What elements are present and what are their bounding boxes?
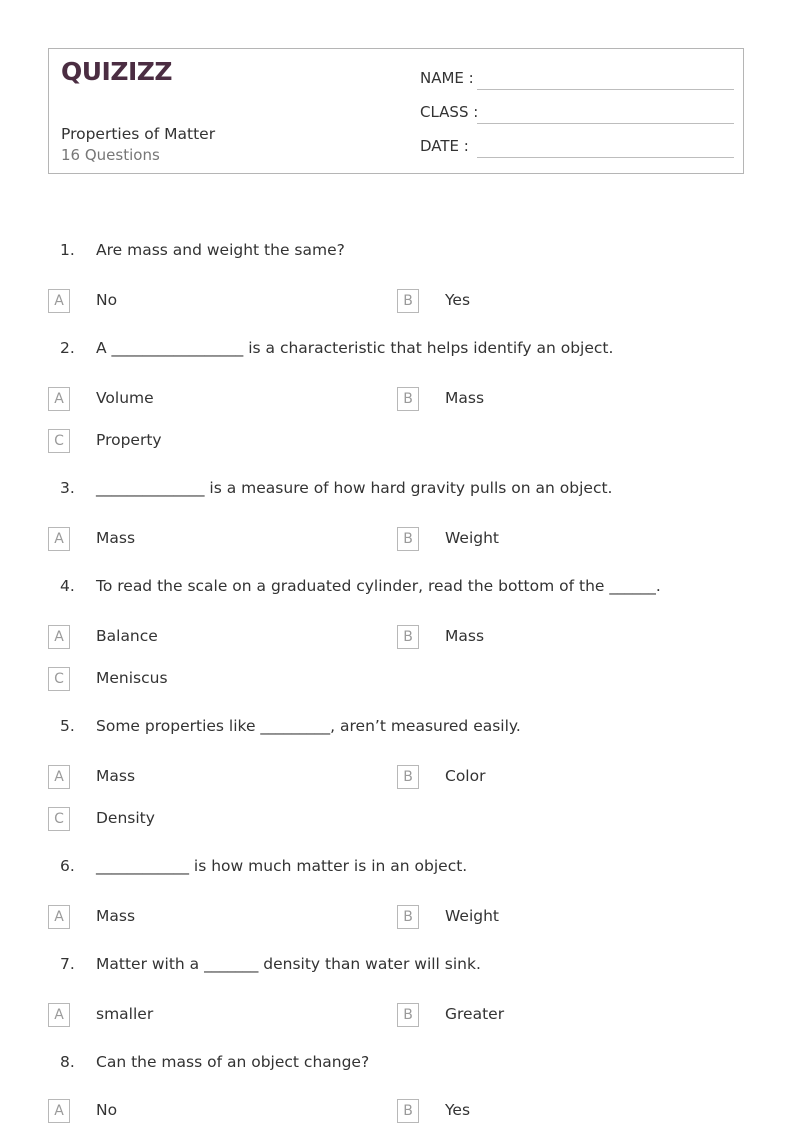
date-field[interactable]: [420, 135, 734, 159]
option-letter-box[interactable]: A: [48, 1003, 70, 1027]
option-letter-box[interactable]: B: [397, 765, 419, 789]
option-letter-box[interactable]: B: [397, 1003, 419, 1027]
quizizz-logo: QUIZIZZ: [61, 57, 173, 86]
option-letter-box[interactable]: A: [48, 387, 70, 411]
option-text: Balance: [96, 627, 158, 645]
option-letter-box[interactable]: C: [48, 667, 70, 691]
option-text: No: [96, 291, 118, 309]
question-number: 6.: [60, 857, 75, 875]
option-text: Yes: [445, 291, 471, 309]
option-letter-box[interactable]: A: [48, 289, 70, 313]
option-letter-box[interactable]: B: [397, 387, 419, 411]
question-number: 1.: [60, 241, 75, 259]
option-text: Meniscus: [96, 669, 168, 687]
option-text: Greater: [445, 1005, 505, 1023]
option-letter-box[interactable]: B: [397, 1099, 419, 1123]
option-8a[interactable]: [48, 1099, 348, 1123]
option-text: Color: [445, 767, 486, 785]
question-number: 7.: [60, 955, 75, 973]
name-line[interactable]: [477, 89, 734, 90]
option-text: Mass: [445, 389, 485, 407]
question-1: [0, 241, 794, 265]
option-letter-box[interactable]: B: [397, 625, 419, 649]
question-text: Can the mass of an object change?: [96, 1053, 370, 1071]
option-letter-box[interactable]: B: [397, 289, 419, 313]
option-text: Mass: [96, 907, 136, 925]
name-label: NAME :: [420, 69, 474, 87]
option-text: Yes: [445, 1101, 471, 1119]
question-text: ____________ is how much matter is in an object.: [96, 857, 468, 875]
class-label: CLASS :: [420, 103, 479, 121]
option-text: Mass: [96, 529, 136, 547]
question-text: Some properties like _________, aren’t measured easily.: [96, 717, 521, 735]
option-7b[interactable]: [397, 1003, 697, 1027]
question-6: [0, 857, 794, 881]
question-text: To read the scale on a graduated cylinder, read the bottom of the ______.: [96, 577, 661, 595]
name-field[interactable]: [420, 67, 734, 91]
class-field[interactable]: [420, 101, 734, 125]
question-3: [0, 479, 794, 503]
question-text: Matter with a _______ density than water will sink.: [96, 955, 481, 973]
question-number: 2.: [60, 339, 75, 357]
option-letter-box[interactable]: A: [48, 625, 70, 649]
option-text: Property: [96, 431, 162, 449]
option-text: Mass: [445, 627, 485, 645]
class-line[interactable]: [477, 123, 734, 124]
option-5c[interactable]: [48, 807, 348, 831]
option-6b[interactable]: [397, 905, 697, 929]
option-1a[interactable]: [48, 289, 348, 313]
question-8: [0, 1053, 794, 1077]
option-letter-box[interactable]: B: [397, 527, 419, 551]
worksheet-header: [48, 48, 744, 174]
question-count: 16 Questions: [61, 146, 160, 164]
option-2c[interactable]: [48, 429, 348, 453]
question-5: [0, 717, 794, 741]
option-text: Volume: [96, 389, 154, 407]
option-2b[interactable]: [397, 387, 697, 411]
option-text: Mass: [96, 767, 136, 785]
question-text: Are mass and weight the same?: [96, 241, 345, 259]
question-number: 4.: [60, 577, 75, 595]
option-4c[interactable]: [48, 667, 348, 691]
option-4b[interactable]: [397, 625, 697, 649]
question-4: [0, 577, 794, 601]
option-2a[interactable]: [48, 387, 348, 411]
option-5b[interactable]: [397, 765, 697, 789]
option-text: Weight: [445, 529, 500, 547]
option-7a[interactable]: [48, 1003, 348, 1027]
option-3b[interactable]: [397, 527, 697, 551]
option-letter-box[interactable]: A: [48, 527, 70, 551]
option-6a[interactable]: [48, 905, 348, 929]
date-label: DATE :: [420, 137, 469, 155]
option-8b[interactable]: [397, 1099, 697, 1123]
option-letter-box[interactable]: B: [397, 905, 419, 929]
question-text: ______________ is a measure of how hard gravity pulls on an object.: [96, 479, 613, 497]
option-4a[interactable]: [48, 625, 348, 649]
option-3a[interactable]: [48, 527, 348, 551]
option-text: Density: [96, 809, 155, 827]
option-letter-box[interactable]: A: [48, 905, 70, 929]
question-number: 8.: [60, 1053, 75, 1071]
option-text: smaller: [96, 1005, 154, 1023]
option-text: Weight: [445, 907, 500, 925]
option-letter-box[interactable]: C: [48, 429, 70, 453]
worksheet-title: Properties of Matter: [61, 125, 216, 143]
option-letter-box[interactable]: C: [48, 807, 70, 831]
option-letter-box[interactable]: A: [48, 1099, 70, 1123]
question-7: [0, 955, 794, 979]
option-1b[interactable]: [397, 289, 697, 313]
question-2: [0, 339, 794, 363]
question-number: 5.: [60, 717, 75, 735]
question-number: 3.: [60, 479, 75, 497]
question-text: A _________________ is a characteristic that helps identify an object.: [96, 339, 614, 357]
option-letter-box[interactable]: A: [48, 765, 70, 789]
option-5a[interactable]: [48, 765, 348, 789]
option-text: No: [96, 1101, 118, 1119]
date-line[interactable]: [477, 157, 734, 158]
